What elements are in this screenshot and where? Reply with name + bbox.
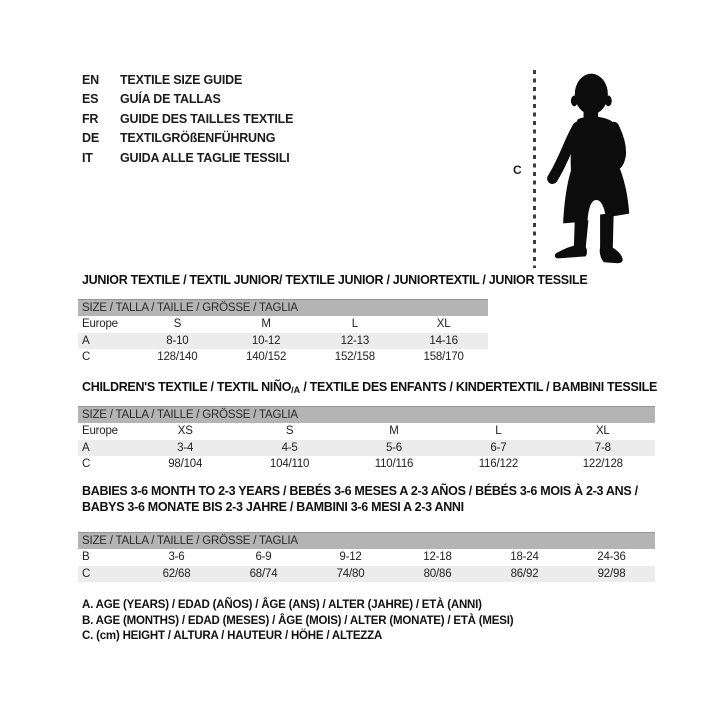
children-title-sub: /A: [291, 385, 301, 395]
size-header-bar: SIZE / TALLA / TAILLE / GRÖSSE / TAGLIA: [78, 532, 655, 549]
size-cell: M: [389, 425, 399, 437]
language-list: [82, 70, 293, 168]
row-label: C: [82, 458, 91, 470]
age-cell: 12-13: [340, 334, 370, 347]
lang-code: FR: [82, 111, 99, 126]
age-cell: 10-12: [251, 334, 281, 347]
age-cell: 3-4: [177, 441, 194, 454]
size-cell: XL: [595, 425, 610, 437]
junior-size-table: [78, 299, 488, 366]
age-cell: 8-10: [166, 334, 189, 347]
height-marker-label: C: [513, 163, 522, 177]
height-cell: 80/86: [423, 567, 452, 580]
table-row-europe: [78, 316, 488, 333]
table-row-height: [78, 566, 655, 583]
row-label: A: [82, 334, 90, 347]
lang-label: TEXTILE SIZE GUIDE: [120, 72, 243, 87]
size-cell: M: [261, 318, 271, 330]
age-cell: 14-16: [429, 334, 458, 347]
row-label: A: [82, 441, 90, 454]
height-cell: 140/152: [246, 351, 287, 363]
row-label: Europe: [82, 425, 118, 437]
lang-label: GUÍA DE TALLAS: [120, 92, 221, 107]
junior-section-title: JUNIOR TEXTILE / TEXTIL JUNIOR/ TEXTILE JUNIOR / JUNIORTEXTIL / JUNIOR TESSILE: [82, 273, 588, 287]
height-cell: 92/98: [597, 567, 626, 580]
lang-code: IT: [82, 150, 93, 165]
children-title-pre: CHILDREN'S TEXTILE / TEXTIL NIÑO: [82, 380, 292, 394]
height-dashed-line: [533, 70, 536, 268]
age-cell: 4-5: [281, 441, 298, 454]
months-cell: 24-36: [597, 551, 626, 563]
lang-label: GUIDA ALLE TAGLIE TESSILI: [120, 150, 290, 165]
lang-code: DE: [82, 131, 99, 146]
row-label: B: [82, 551, 90, 563]
babies-size-table: [78, 532, 655, 582]
lang-code: EN: [82, 72, 99, 87]
months-cell: 6-9: [255, 551, 272, 563]
months-cell: 9-12: [339, 551, 362, 563]
height-cell: 104/110: [269, 458, 310, 470]
size-header-bar: SIZE / TALLA / TAILLE / GRÖSSE / TAGLIA: [78, 299, 488, 316]
months-cell: 18-24: [510, 551, 539, 563]
footnote-age-months: B. AGE (MONTHS) / EDAD (MESES) / ÂGE (MOIS) / ALTER (MONATE) / ETÀ (MESI): [82, 614, 514, 627]
months-cell: 3-6: [168, 551, 185, 563]
language-row-de: [82, 129, 293, 149]
height-cell: 128/140: [157, 351, 198, 363]
row-label: C: [82, 567, 91, 580]
table-row-age: [78, 440, 655, 457]
row-label: Europe: [82, 318, 118, 330]
height-cell: 62/68: [162, 567, 191, 580]
babies-title-line1: BABIES 3-6 MONTH TO 2-3 YEARS / BEBÉS 3-6 MESES A 2-3 AÑOS / BÉBÉS 3-6 MOIS À 2-3 ANS /: [82, 484, 638, 498]
size-cell: S: [285, 425, 294, 437]
footnote-age-years: A. AGE (YEARS) / EDAD (AÑOS) / ÂGE (ANS) / ALTER (JAHRE) / ETÀ (ANNI): [82, 599, 482, 611]
language-row-it: [82, 148, 293, 168]
footnote-height: C. (cm) HEIGHT / ALTURA / HAUTEUR / HÖHE / ALTEZZA: [82, 630, 383, 642]
height-cell: 158/170: [423, 351, 464, 363]
size-cell: L: [351, 318, 358, 330]
language-row-fr: [82, 109, 293, 129]
babies-section-title: [82, 483, 638, 515]
height-cell: 86/92: [510, 567, 539, 580]
footnotes: [82, 598, 513, 645]
age-cell: 7-8: [594, 441, 611, 454]
children-title-post: / TEXTILE DES ENFANTS / KINDERTEXTIL / BAMBINI TESSILE: [300, 380, 658, 394]
height-cell: 116/122: [478, 458, 519, 470]
table-row-height: [78, 456, 655, 473]
children-section-title: [82, 380, 657, 394]
height-cell: 110/116: [374, 458, 414, 470]
table-row-months: [78, 549, 655, 566]
lang-label: TEXTILGRÖßENFÜHRUNG: [120, 131, 276, 146]
size-cell: L: [495, 425, 502, 437]
height-cell: 68/74: [249, 567, 278, 580]
children-size-table: [78, 406, 655, 473]
language-row-es: [82, 90, 293, 110]
size-cell: S: [173, 318, 182, 330]
size-cell: XS: [177, 425, 193, 437]
height-cell: 122/128: [582, 458, 623, 470]
size-cell: XL: [436, 318, 451, 330]
size-header-bar: SIZE / TALLA / TAILLE / GRÖSSE / TAGLIA: [78, 406, 655, 423]
toddler-silhouette-icon: [544, 61, 662, 270]
months-cell: 12-18: [423, 551, 452, 563]
age-cell: 5-6: [385, 441, 402, 454]
lang-label: GUIDE DES TAILLES TEXTILE: [120, 111, 294, 126]
table-row-europe: [78, 423, 655, 440]
height-cell: 74/80: [336, 567, 365, 580]
table-row-age: [78, 333, 488, 350]
age-cell: 6-7: [490, 441, 507, 454]
height-cell: 98/104: [168, 458, 203, 470]
lang-code: ES: [82, 92, 99, 107]
table-row-height: [78, 349, 488, 366]
height-cell: 152/158: [334, 351, 375, 363]
babies-title-line2: BABYS 3-6 MONATE BIS 2-3 JAHRE / BAMBINI 3-6 MESI A 2-3 ANNI: [82, 500, 464, 514]
language-row-en: [82, 70, 293, 90]
row-label: C: [82, 351, 91, 363]
